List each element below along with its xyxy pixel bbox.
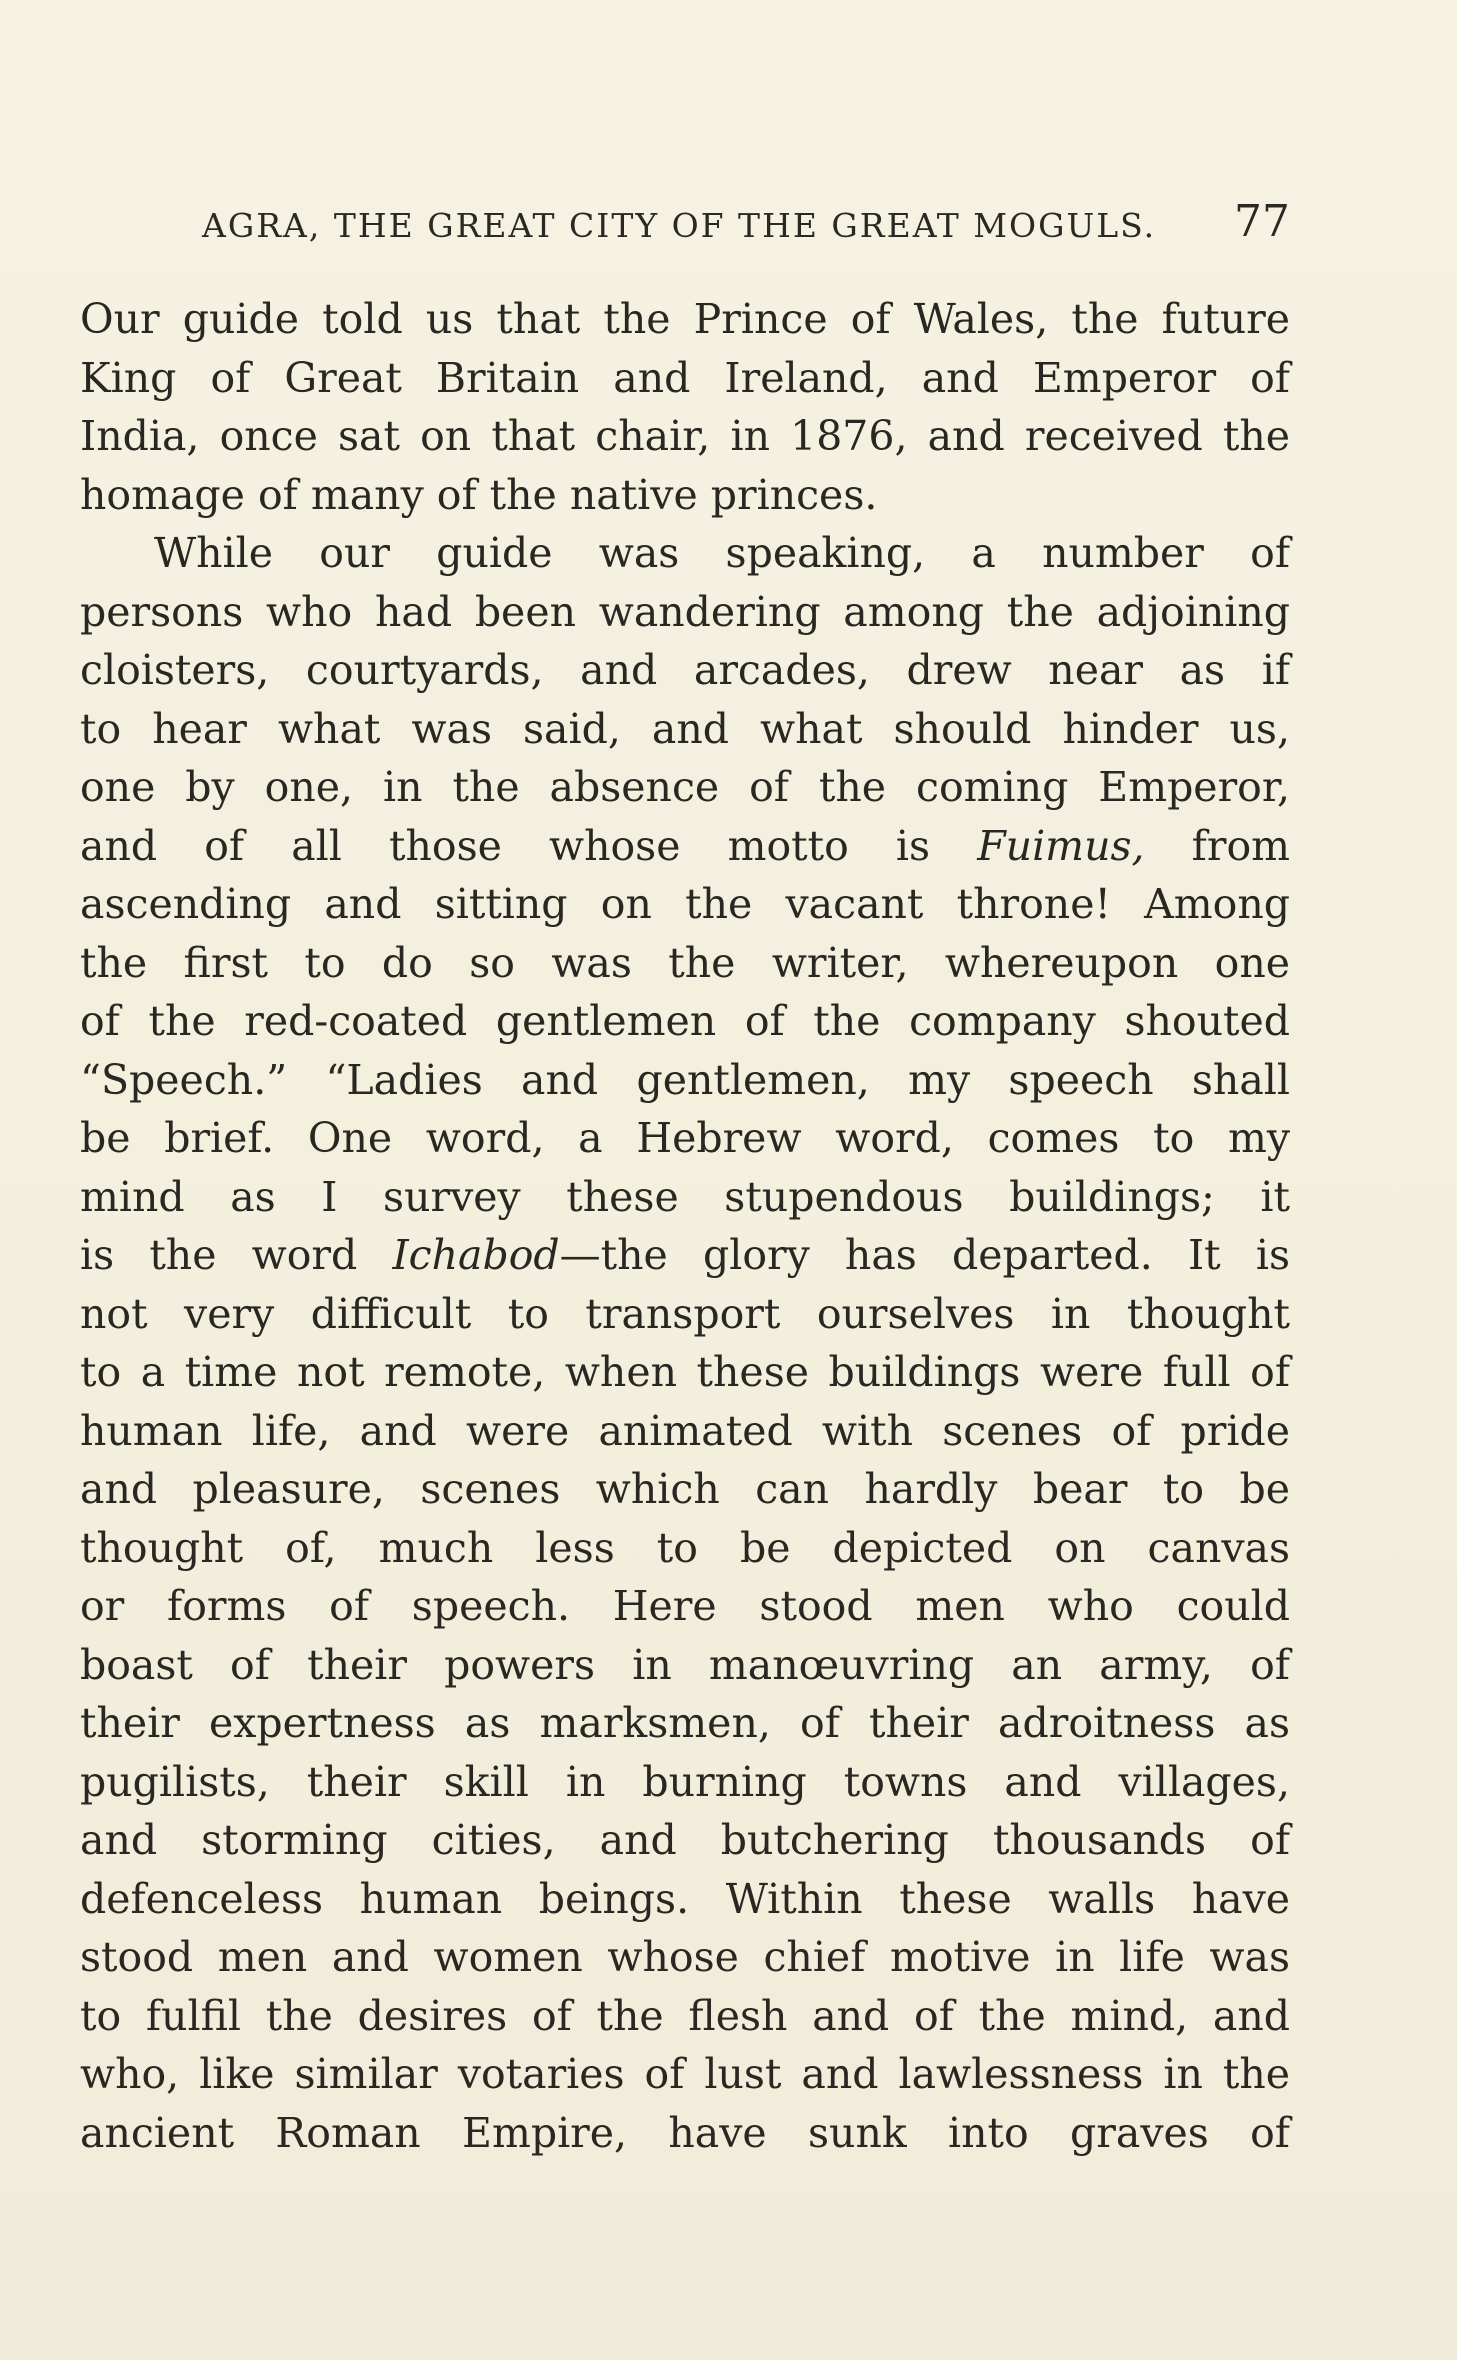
text-line: and storming cities, and butchering thousands of [80,1816,1290,1864]
text-line: to hear what was said, and what should hinder us, [80,704,1290,753]
text-line: ancient Roman Empire, have sunk into graves of [80,2108,1290,2157]
text-line: to fulfil the desires of the flesh and of the mind, and [80,1991,1290,2040]
page-number: 77 [1234,196,1290,247]
text-line: to a time not remote, when these buildings were full of [80,1348,1290,1396]
text-line: thought of, much less to be depicted on canvas [80,1523,1290,1572]
text-line-with-italic [80,1226,1290,1285]
text-line: mind as I survey these stupendous buildings; it [80,1172,1290,1221]
text-line: and pleasure, scenes which can hardly bear to be [80,1465,1290,1513]
text-line: While our guide was speaking, a number of [154,529,1290,577]
italic-word: Fuimus, [977,821,1145,870]
text-segment: and of all those whose motto is [80,821,978,870]
text-line: “Speech.” “Ladies and gentlemen, my speech shall [80,1055,1290,1104]
text-line: or forms of speech. Here stood men who could [80,1582,1290,1630]
text-segment: —the glory has departed. It is [559,1231,1290,1279]
running-title: AGRA, THE GREAT CITY OF THE GREAT MOGULS. [202,206,1157,245]
running-head [80,196,1290,256]
text-line: Our guide told us that the Prince of Wales, the future [80,295,1290,343]
text-line: King of Great Britain and Ireland, and Emperor of [80,353,1290,402]
text-segment: from [1144,821,1291,870]
text-line: be brief. One word, a Hebrew word, comes to my [80,1114,1290,1162]
text-line: not very difficult to transport ourselves in thought [80,1289,1290,1338]
text-segment: is the word [80,1231,393,1279]
text-line: homage of many of the native princes. [80,470,878,519]
text-line: cloisters, courtyards, and arcades, drew near as if [80,646,1290,694]
text-line: ascending and sitting on the vacant throne! Among [80,880,1290,928]
text-line-with-italic [80,817,1290,876]
text-line: the first to do so was the writer, whereupon one [80,938,1290,987]
text-line: one by one, in the absence of the coming Emperor, [80,763,1290,811]
text-line: pugilists, their skill in burning towns and villages, [80,1757,1290,1806]
italic-word: Ichabod [392,1231,560,1279]
text-line: persons who had been wandering among the adjoining [80,587,1290,636]
text-line: of the red-coated gentlemen of the company shouted [80,997,1290,1045]
text-line: who, like similar votaries of lust and lawlessness in the [80,2050,1290,2098]
text-line: stood men and women whose chief motive in life was [80,1933,1290,1981]
text-line: their expertness as marksmen, of their adroitness as [80,1699,1290,1747]
body-text [80,290,1290,2162]
text-line: human life, and were animated with scenes of pride [80,1406,1290,1455]
text-line: boast of their powers in manœuvring an army, of [80,1640,1290,1689]
text-line: India, once sat on that chair, in 1876, and received the [80,412,1290,460]
text-line: defenceless human beings. Within these walls have [80,1874,1290,1923]
